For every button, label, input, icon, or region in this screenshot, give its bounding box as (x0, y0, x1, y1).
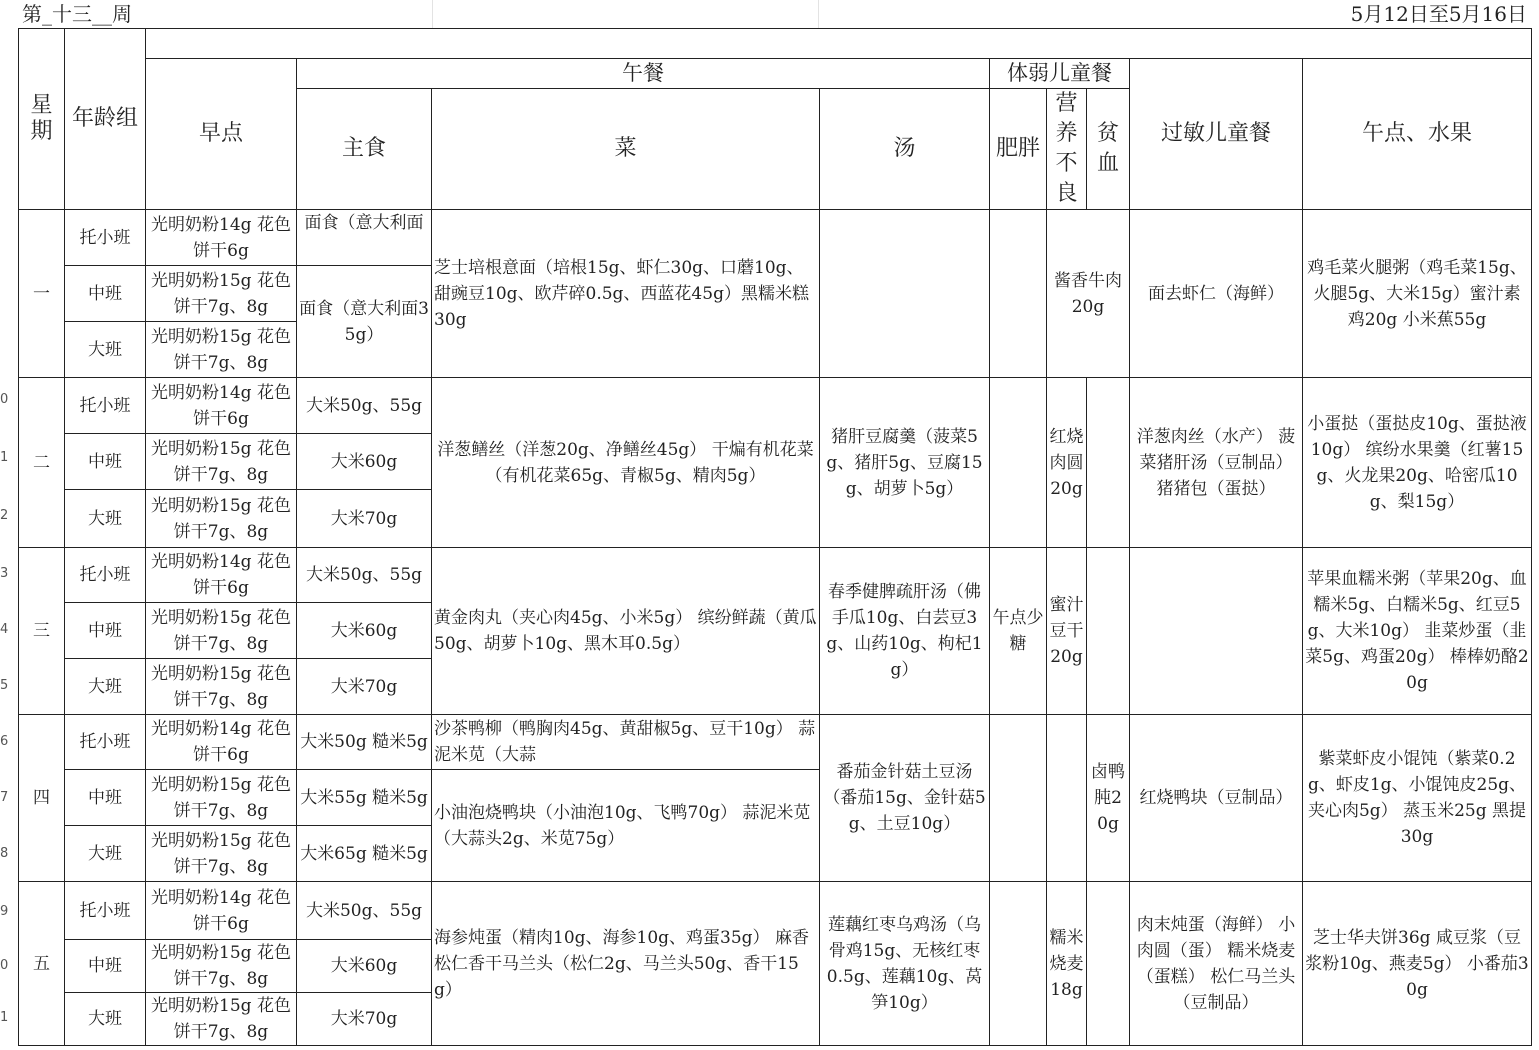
header-weekday[interactable]: 星 期 (19, 29, 65, 210)
weekday-cell[interactable]: 四 (19, 715, 65, 882)
header-soup[interactable]: 汤 (820, 89, 990, 210)
header-weak-children[interactable]: 体弱儿童餐 (990, 59, 1130, 89)
snack-cell[interactable]: 紫菜虾皮小馄饨（紫菜0.2g、虾皮1g、小馄饨皮25g、夹心肉5g） 蒸玉米25g 黑提30g (1303, 715, 1532, 882)
dish-cell[interactable]: 小油泡烧鸭块（小油泡10g、飞鸭70g） 蒜泥米苋（大蒜头2g、米苋75g） (432, 770, 820, 882)
week-label[interactable]: 第_十三__周 (22, 2, 132, 26)
breakfast-cell[interactable]: 光明奶粉15g 花色饼干7g、8g (146, 940, 297, 993)
breakfast-cell[interactable]: 光明奶粉15g 花色饼干7g、8g (146, 993, 297, 1046)
staple-cell[interactable]: 面食（意大利面 (297, 210, 432, 266)
staple-cell[interactable]: 大米60g (297, 603, 432, 659)
breakfast-cell[interactable]: 光明奶粉15g 花色饼干7g、8g (146, 322, 297, 378)
weekday-cell[interactable]: 一 (19, 210, 65, 378)
breakfast-cell[interactable]: 光明奶粉14g 花色饼干6g (146, 378, 297, 434)
staple-cell[interactable]: 面食（意大利面35g） (297, 266, 432, 378)
row-number[interactable]: 6 (0, 734, 9, 749)
grid-line (818, 0, 819, 28)
age-group-cell[interactable]: 中班 (65, 770, 146, 826)
soup-cell[interactable] (820, 210, 990, 378)
age-group-cell[interactable]: 托小班 (65, 548, 146, 603)
staple-cell[interactable]: 大米50g、55g (297, 378, 432, 434)
obese-cell[interactable]: 午点少糖 (990, 548, 1047, 715)
anemia-cell[interactable]: 卤鸭肫20g (1087, 715, 1130, 882)
staple-cell[interactable]: 大米50g、55g (297, 548, 432, 603)
malnutrition-cell[interactable]: 红烧肉圆20g (1047, 378, 1087, 548)
age-group-cell[interactable]: 托小班 (65, 715, 146, 770)
age-group-cell[interactable]: 大班 (65, 659, 146, 715)
allergy-cell[interactable]: 红烧鸭块（豆制品） (1130, 715, 1303, 882)
age-group-cell[interactable]: 中班 (65, 940, 146, 993)
breakfast-cell[interactable]: 光明奶粉14g 花色饼干6g (146, 882, 297, 940)
soup-cell[interactable]: 莲藕红枣乌鸡汤（乌骨鸡15g、无核红枣0.5g、莲藕10g、莴笋10g） (820, 882, 990, 1046)
header-lunch[interactable]: 午餐 (297, 59, 990, 89)
weekday-cell[interactable]: 三 (19, 548, 65, 715)
age-group-cell[interactable]: 大班 (65, 490, 146, 548)
malnutrition-cell[interactable] (1047, 715, 1087, 882)
header-obese[interactable]: 肥胖 (990, 89, 1047, 210)
breakfast-cell[interactable]: 光明奶粉14g 花色饼干6g (146, 715, 297, 770)
age-group-cell[interactable]: 大班 (65, 826, 146, 882)
row-number[interactable]: 5 (0, 678, 9, 693)
anemia-cell[interactable] (1087, 882, 1130, 1046)
row-number[interactable]: 1 (0, 1010, 9, 1025)
snack-cell[interactable]: 芝士华夫饼36g 咸豆浆（豆浆粉10g、燕麦5g） 小番茄30g (1303, 882, 1532, 1046)
weak-children-cell[interactable]: 酱香牛肉20g (1047, 210, 1130, 378)
header-breakfast[interactable]: 早点 (146, 59, 297, 210)
breakfast-cell[interactable]: 光明奶粉15g 花色饼干7g、8g (146, 770, 297, 826)
staple-cell[interactable]: 大米70g (297, 490, 432, 548)
breakfast-cell[interactable]: 光明奶粉14g 花色饼干6g (146, 548, 297, 603)
row-number[interactable]: 2 (0, 508, 9, 523)
menu-table (18, 28, 1532, 1046)
breakfast-cell[interactable]: 光明奶粉14g 花色饼干6g (146, 210, 297, 266)
age-group-cell[interactable]: 托小班 (65, 882, 146, 940)
staple-cell[interactable]: 大米50g、55g (297, 882, 432, 940)
row-number[interactable]: 4 (0, 622, 9, 637)
grid-line (432, 0, 433, 28)
allergy-cell[interactable]: 肉末炖蛋（海鲜） 小肉圆（蛋） 糯米烧麦（蛋糕） 松仁马兰头（豆制品） (1130, 882, 1303, 1046)
row-number[interactable]: 0 (0, 958, 9, 973)
staple-cell[interactable]: 大米60g (297, 940, 432, 993)
malnutrition-cell[interactable]: 糯米烧麦18g (1047, 882, 1087, 1046)
age-group-cell[interactable]: 中班 (65, 434, 146, 490)
age-group-cell[interactable]: 中班 (65, 266, 146, 322)
obese-cell[interactable] (990, 715, 1047, 882)
row-number[interactable]: 8 (0, 846, 9, 861)
row-number[interactable]: 0 (0, 392, 9, 407)
header-allergy[interactable]: 过敏儿童餐 (1130, 59, 1303, 210)
staple-cell[interactable]: 大米70g (297, 659, 432, 715)
staple-cell[interactable]: 大米55g 糙米5g (297, 770, 432, 826)
age-group-cell[interactable]: 大班 (65, 322, 146, 378)
snack-cell[interactable]: 小蛋挞（蛋挞皮10g、蛋挞液10g） 缤纷水果羹（红薯15g、火龙果20g、哈密瓜10g、梨15g） (1303, 378, 1532, 548)
row-number[interactable]: 7 (0, 790, 9, 805)
breakfast-cell[interactable]: 光明奶粉15g 花色饼干7g、8g (146, 266, 297, 322)
dish-cell[interactable]: 芝士培根意面（培根15g、虾仁30g、口蘑10g、甜豌豆10g、欧芹碎0.5g、西蓝花45g）黑糯米糕30g (432, 210, 820, 378)
row-number[interactable]: 3 (0, 566, 9, 581)
breakfast-cell[interactable]: 光明奶粉15g 花色饼干7g、8g (146, 434, 297, 490)
staple-cell[interactable]: 大米50g 糙米5g (297, 715, 432, 770)
breakfast-cell[interactable]: 光明奶粉15g 花色饼干7g、8g (146, 826, 297, 882)
header-age-group[interactable]: 年龄组 (65, 29, 146, 210)
row-number[interactable]: 9 (0, 904, 9, 919)
staple-cell[interactable]: 大米60g (297, 434, 432, 490)
anemia-cell[interactable] (1087, 378, 1130, 548)
row-number[interactable]: 1 (0, 450, 9, 465)
breakfast-cell[interactable]: 光明奶粉15g 花色饼干7g、8g (146, 603, 297, 659)
snack-cell[interactable]: 鸡毛菜火腿粥（鸡毛菜15g、火腿5g、大米15g）蜜汁素鸡20g 小米蕉55g (1303, 210, 1532, 378)
soup-cell[interactable]: 春季健脾疏肝汤（佛手瓜10g、白芸豆3g、山药10g、枸杞1g） (820, 548, 990, 715)
breakfast-cell[interactable]: 光明奶粉15g 花色饼干7g、8g (146, 490, 297, 548)
header-snack-fruit[interactable]: 午点、水果 (1303, 59, 1532, 210)
date-range[interactable]: 5月12日至5月16日 (1350, 2, 1527, 26)
breakfast-cell[interactable]: 光明奶粉15g 花色饼干7g、8g (146, 659, 297, 715)
snack-cell[interactable]: 苹果血糯米粥（苹果20g、血糯米5g、白糯米5g、红豆5g、大米10g） 韭菜炒蛋（韭菜5g、鸡蛋20g） 棒棒奶酪20g (1303, 548, 1532, 715)
obese-cell[interactable] (990, 882, 1047, 1046)
weekday-cell[interactable]: 二 (19, 378, 65, 548)
malnutrition-cell[interactable]: 蜜汁豆干20g (1047, 548, 1087, 715)
age-group-cell[interactable]: 中班 (65, 603, 146, 659)
soup-cell[interactable]: 番茄金针菇土豆汤（番茄15g、金针菇5g、土豆10g） (820, 715, 990, 882)
obese-cell[interactable] (990, 210, 1047, 378)
header-anemia[interactable]: 贫 血 (1087, 89, 1130, 210)
anemia-cell[interactable] (1087, 548, 1130, 715)
dish-cell[interactable]: 沙茶鸭柳（鸭胸肉45g、黄甜椒5g、豆干10g） 蒜泥米苋（大蒜 (432, 715, 820, 770)
staple-cell[interactable]: 大米70g (297, 993, 432, 1046)
header-dish[interactable]: 菜 (432, 89, 820, 210)
obese-cell[interactable] (990, 378, 1047, 548)
header-malnutrition[interactable]: 营 养 不 良 (1047, 89, 1087, 210)
dish-cell[interactable]: 洋葱鳝丝（洋葱20g、净鳝丝45g） 干煸有机花菜（有机花菜65g、青椒5g、精肉5g） (432, 378, 820, 548)
allergy-cell[interactable] (1130, 548, 1303, 715)
age-group-cell[interactable]: 大班 (65, 993, 146, 1046)
allergy-cell[interactable]: 洋葱肉丝（水产） 菠菜猪肝汤（豆制品） 猪猪包（蛋挞） (1130, 378, 1303, 548)
age-group-cell[interactable]: 托小班 (65, 210, 146, 266)
weekday-cell[interactable]: 五 (19, 882, 65, 1046)
header-staple[interactable]: 主食 (297, 89, 432, 210)
allergy-cell[interactable]: 面去虾仁（海鲜） (1130, 210, 1303, 378)
age-group-cell[interactable]: 托小班 (65, 378, 146, 434)
dish-cell[interactable]: 黄金肉丸（夹心肉45g、小米5g） 缤纷鲜蔬（黄瓜50g、胡萝卜10g、黑木耳0.5g） (432, 548, 820, 715)
soup-cell[interactable]: 猪肝豆腐羹（菠菜5g、猪肝5g、豆腐15g、胡萝卜5g） (820, 378, 990, 548)
staple-cell[interactable]: 大米65g 糙米5g (297, 826, 432, 882)
header-blank-band[interactable] (146, 29, 1532, 59)
dish-cell[interactable]: 海参炖蛋（精肉10g、海参10g、鸡蛋35g） 麻香松仁香干马兰头（松仁2g、马兰头50g、香干15g） (432, 882, 820, 1046)
